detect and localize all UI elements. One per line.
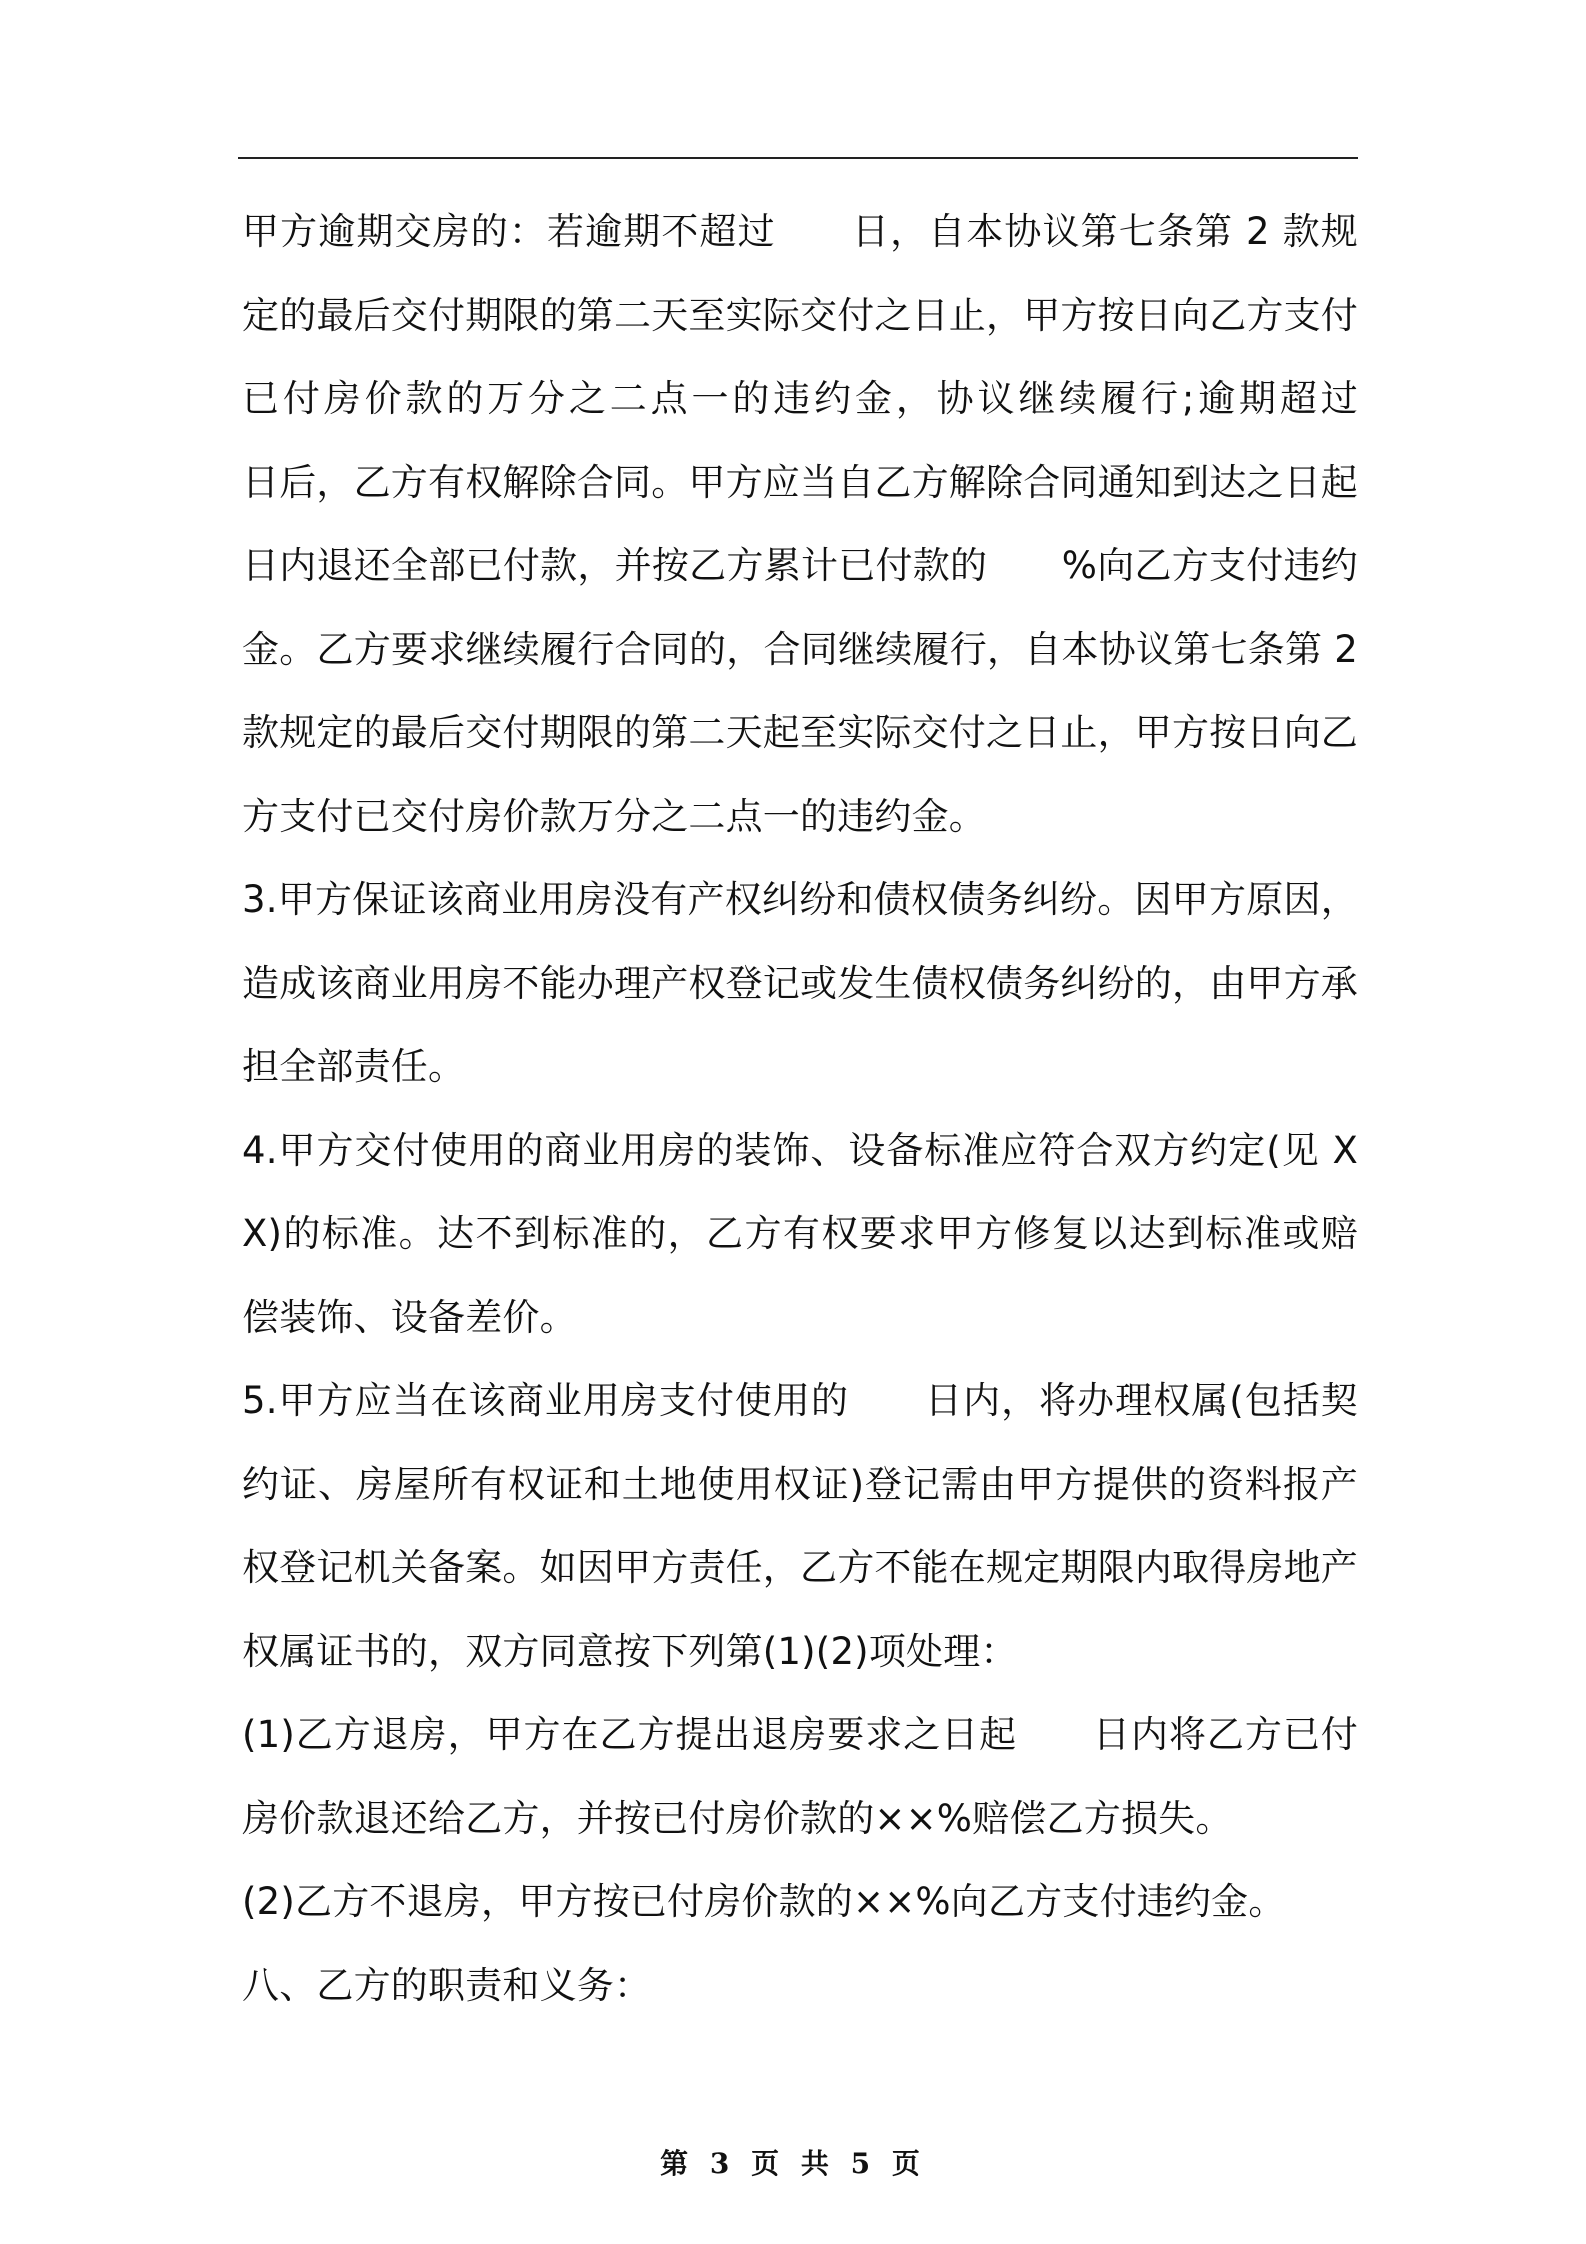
header-divider — [238, 157, 1358, 159]
paragraph-clause-5: 5.甲方应当在该商业用房支付使用的 日内，将办理权属(包括契约证、房屋所有权证和土地使用权证)登记需由甲方提供的资料报产权登记机关备案。如因甲方责任，乙方不能在规定期限内取得房地产权属证书的，双方同意按下列第(1)(2)项处理： — [242, 1379, 1358, 1673]
document-body — [242, 190, 1433, 2027]
page-number-footer: 第 3 页 共 5 页 — [660, 2147, 926, 2180]
paragraph-option-2: (2)乙方不退房，甲方按已付房价款的××%向乙方支付违约金。 — [242, 1880, 1286, 1923]
paragraph-clause-4: 4.甲方交付使用的商业用房的装饰、设备标准应符合双方约定(见 XX)的标准。达不到标准的，乙方有权要求甲方修复以达到标准或赔偿装饰、设备差价。 — [242, 1128, 1358, 1339]
paragraph-option-1: (1)乙方退房，甲方在乙方提出退房要求之日起 日内将乙方已付房价款退还给乙方，并按已付房价款的××%赔偿乙方损失。 — [242, 1713, 1358, 1840]
paragraph-clause-3: 3.甲方保证该商业用房没有产权纠纷和债权债务纠纷。因甲方原因，造成该商业用房不能办理产权登记或发生债权债务纠纷的，由甲方承担全部责任。 — [242, 878, 1358, 1088]
section-heading-8: 八、乙方的职责和义务： — [242, 1963, 652, 2007]
paragraph-overdue-delivery: 甲方逾期交房的：若逾期不超过 日，自本协议第七条第 2 款规定的最后交付期限的第二天至实际交付之日止，甲方按日向乙方支付已付房价款的万分之二点一的违约金，协议继续履行;逾期超过 日后，乙方有权解除合同。甲方应当自乙方解除合同通知到达之日起 日内退还全部已付款，并按乙方累计已付款的 %向乙方支付违约金。乙方要求继续履行合同的，合同继续履行，自本协议第七条第 2 款规定的最后交付期限的第二天起至实际交付之日止，甲方按日向乙方支付已交付房价款万分之二点一的违约金。 — [242, 210, 1433, 838]
